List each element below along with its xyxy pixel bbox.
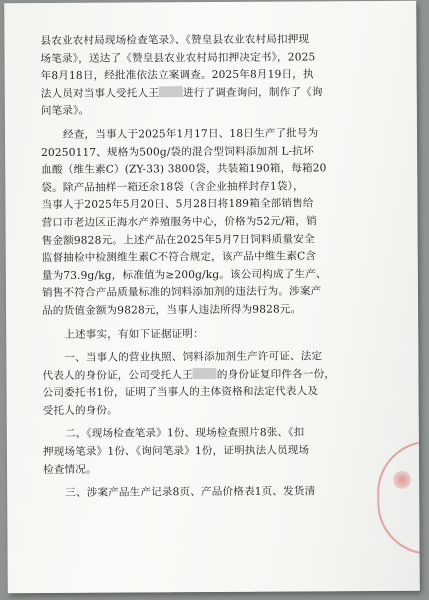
text-segment: 代表人的身份证，公司受托人王 <box>42 368 193 382</box>
text-line: 20250117、规格为500g/袋的混合型饲料添加剂 L-抗坏 <box>41 144 314 159</box>
seal-ink-mark <box>393 471 411 489</box>
text-line: 二、《现场检查笔录》1份、现场检查照片8张、《扣 <box>64 426 305 441</box>
text-line: 销售不符合产品质量标准的饲料添加剂的违法行为。涉案产 <box>41 285 322 300</box>
text-line: 三、涉案产品生产记录8页、产品价格表1页、发货清 <box>65 485 316 500</box>
text-line: 售金额9828元。上述产品在2025年5月7日饲料质量安全 <box>41 232 315 247</box>
text-segment: 的身份证复印件各一份， <box>216 367 336 381</box>
text-line: 血酸（维生素C）(ZY-33) 3800袋，共装箱190箱，每箱20 <box>41 162 327 177</box>
text-line: 量为73.9g/kg，标准值为≥200g/kg。该公司构成了生产、 <box>41 268 327 282</box>
text-line: 当事人于2025年5月20日、5月28日将189箱全部销售给 <box>41 197 314 212</box>
text-line: 袋。除产品抽样一箱还余18袋（含企业抽样封存1袋）， <box>41 180 304 194</box>
text-line: 年8月18日，经批准依法立案调查。2025年8月19日，执 <box>40 68 314 83</box>
text-segment: 进行了调查询问，制作了《询 <box>182 86 323 99</box>
text-line: 受托人的身份。 <box>42 404 118 417</box>
text-line <box>41 84 409 104</box>
text-line: 场笔录》，送达了《赞皇县农业农村局扣押决定书》，2025 <box>40 50 316 65</box>
redaction-mark <box>159 86 183 97</box>
text-line: 一、当事人的营业执照、饲料添加剂生产许可证、法定 <box>64 350 323 364</box>
text-line: 县农业农村局现场检查笔录》、《赞皇县农业农村局扣押现 <box>40 33 310 48</box>
document-body <box>40 31 411 503</box>
text-line: 上述事实，有如下证据证明： <box>64 327 204 341</box>
text-line: 经查，当事人于2025年1月17日、18日生产了批号为 <box>62 127 319 141</box>
text-line: 营口市老边区正海水产养殖服务中心，价格为52元/箱，销 <box>41 215 317 229</box>
redaction-mark <box>193 368 217 379</box>
text-line: 监督抽检中检测维生素C不符合规定，该产品中维生素C含 <box>41 250 317 265</box>
text-line: 检查情况。 <box>43 463 97 476</box>
text-line: 问笔录》。 <box>40 105 90 118</box>
text-line: 押现场笔录》1份、《询问笔录》1份，证明执法人员现场 <box>42 444 310 459</box>
text-line <box>42 365 410 385</box>
text-segment: 法人员对当事人受托人王 <box>40 87 159 100</box>
text-line: 公司委托书1份，证明了当事人的主体资格和法定代表人及 <box>42 385 319 400</box>
text-line: 品的货值金额为9828元，当事人违法所得为9828元。 <box>42 303 302 317</box>
document-page <box>4 1 420 594</box>
